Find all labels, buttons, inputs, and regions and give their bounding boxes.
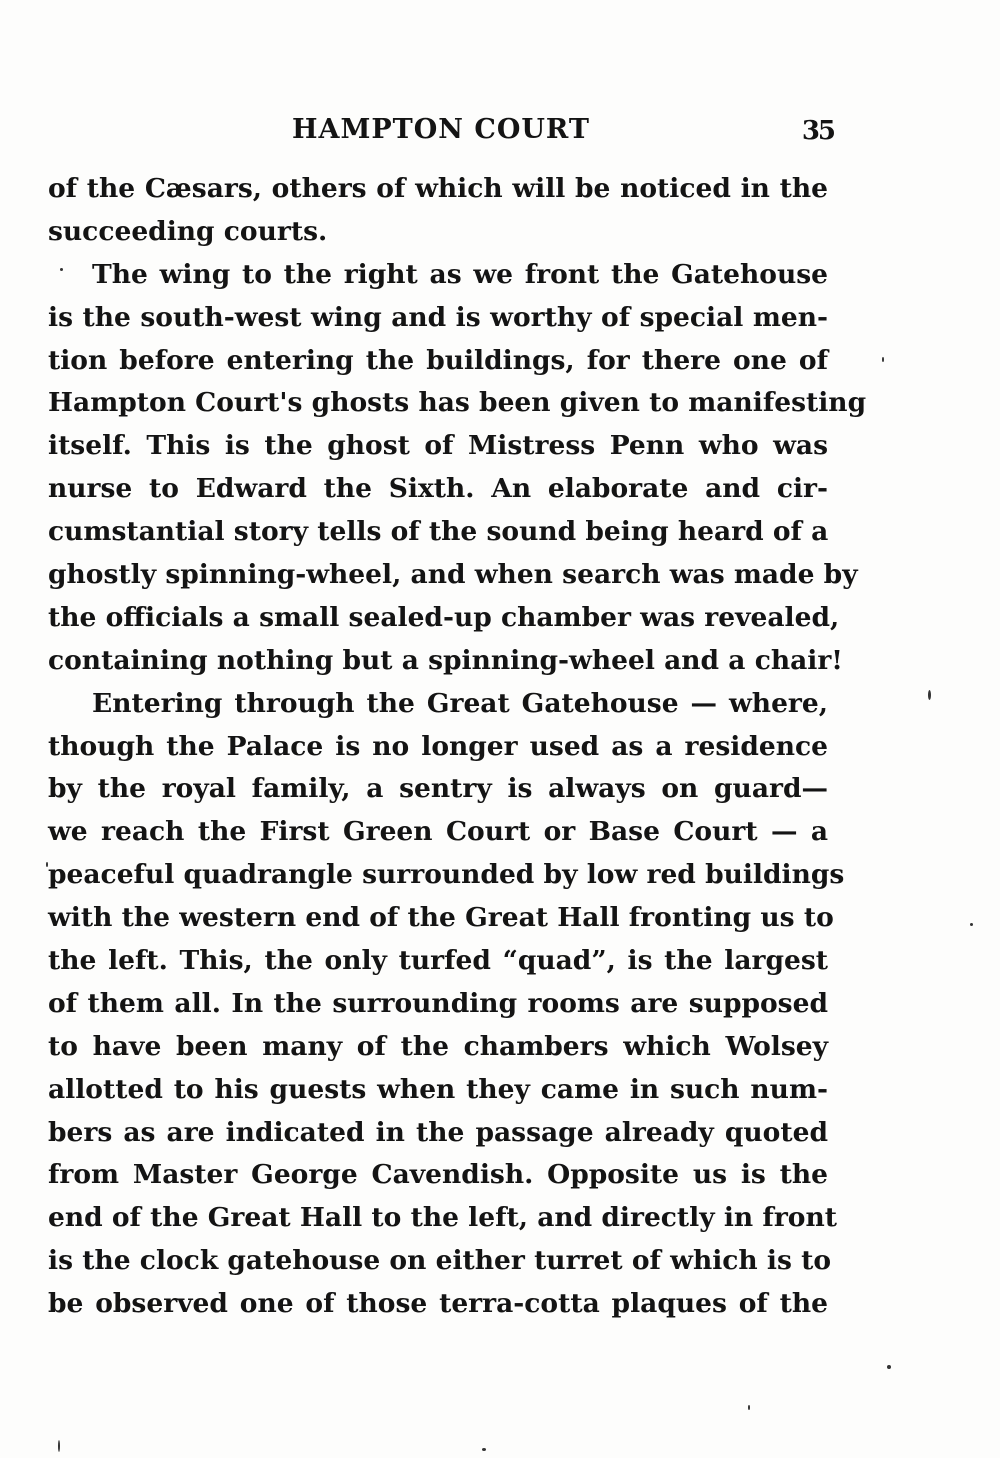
page-number: 35 xyxy=(801,116,834,146)
text-line: of them all. In the surrounding rooms are supposed xyxy=(48,987,828,1019)
text-line: succeeding courts. xyxy=(48,215,328,247)
running-head: HAMPTON COURT xyxy=(292,114,590,145)
speck xyxy=(58,1440,60,1452)
speck xyxy=(970,923,973,926)
speck xyxy=(887,1365,891,1369)
text-line: cumstantial story tells of the sound being heard of a xyxy=(48,516,829,548)
speck xyxy=(482,1448,486,1451)
text-line: end of the Great Hall to the left, and directly in front xyxy=(48,1202,837,1234)
text-line: the left. This, the only turfed “quad”, is the largest xyxy=(48,945,828,977)
text-line: The wing to the right as we front the Gatehouse xyxy=(92,258,828,290)
text-line: the officials a small sealed-up chamber was revealed, xyxy=(48,601,840,633)
text-line: bers as are indicated in the passage already quoted xyxy=(48,1116,828,1148)
text-line: is the clock gatehouse on either turret of which is to xyxy=(48,1245,832,1277)
text-line: allotted to his guests when they came in such num- xyxy=(48,1073,828,1105)
text-line: with the western end of the Great Hall fronting us to xyxy=(48,902,834,934)
text-line: ghostly spinning-wheel, and when search was made by xyxy=(48,559,858,591)
text-line: though the Palace is no longer used as a residence xyxy=(48,730,828,762)
body-text xyxy=(48,168,867,1326)
text-line: is the south-west wing and is worthy of special men- xyxy=(48,301,828,333)
speck xyxy=(748,1405,750,1410)
text-line: we reach the First Green Court or Base Court — a xyxy=(48,816,828,848)
text-line: nurse to Edward the Sixth. An elaborate and cir- xyxy=(48,473,828,505)
text-line: tion before entering the buildings, for there one of xyxy=(48,344,828,376)
text-line: from Master George Cavendish. Opposite us is the xyxy=(48,1159,828,1191)
text-line: by the royal family, a sentry is always on guard— xyxy=(48,773,828,805)
text-line: to have been many of the chambers which Wolsey xyxy=(48,1030,828,1062)
text-line: be observed one of those terra-cotta plaques of the xyxy=(48,1288,828,1320)
speck xyxy=(46,862,48,867)
speck xyxy=(882,357,884,362)
text-line: containing nothing but a spinning-wheel and a chair! xyxy=(48,644,843,676)
text-line: Hampton Court's ghosts has been given to manifesting xyxy=(48,387,867,419)
text-line: of the Cæsars, others of which will be noticed in the xyxy=(48,173,828,204)
text-line: itself. This is the ghost of Mistress Penn who was xyxy=(48,430,828,462)
speck xyxy=(60,268,63,271)
speck xyxy=(928,690,931,700)
page-header xyxy=(48,114,834,154)
text-line: Entering through the Great Gatehouse — where, xyxy=(92,687,828,719)
text-line: peaceful quadrangle surrounded by low red buildings xyxy=(48,859,845,891)
